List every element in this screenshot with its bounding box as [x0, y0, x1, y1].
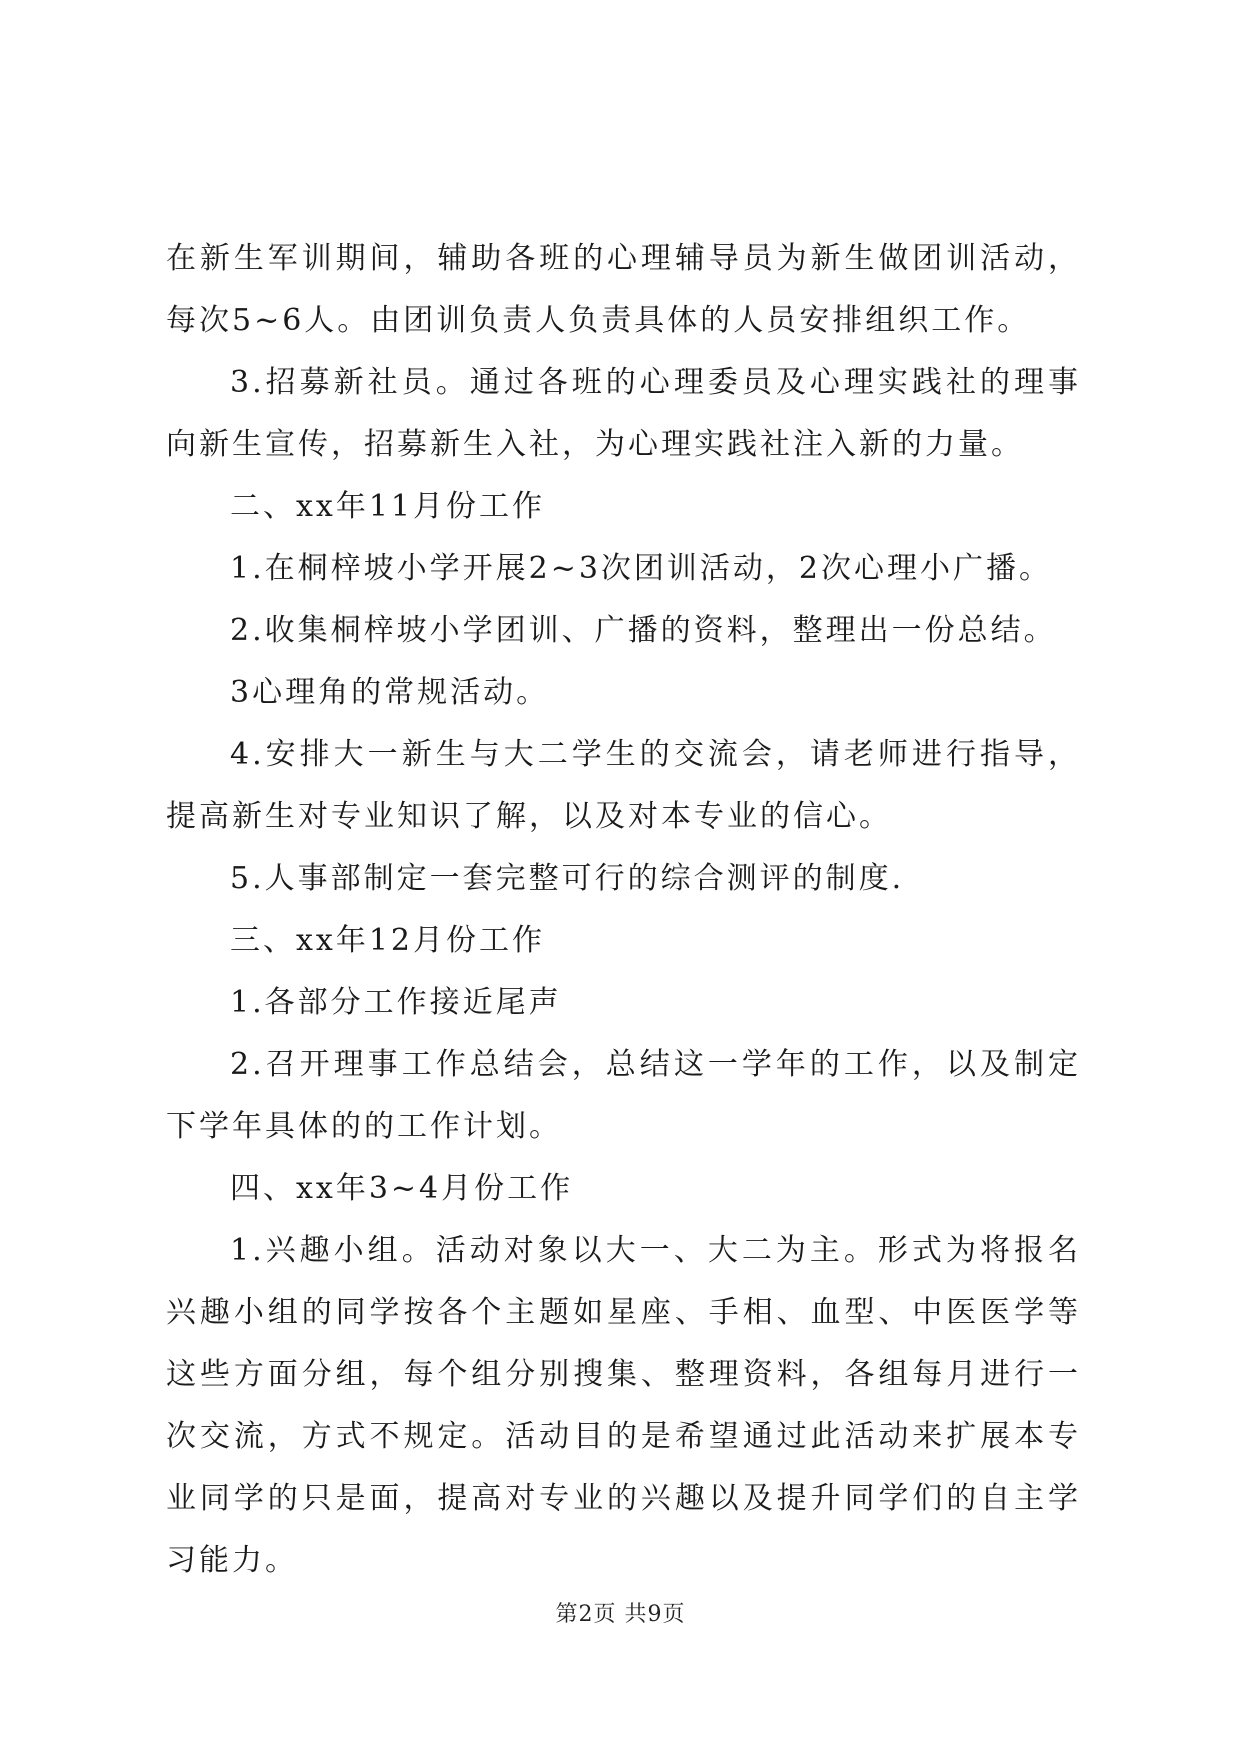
paragraph-5: 2.收集桐梓坡小学团训、广播的资料，整理出一份总结。	[230, 613, 1057, 648]
page-number-label: 第2页 共9页	[555, 1602, 686, 1627]
paragraph-8: 5.人事部制定一套完整可行的综合测评的制度.	[230, 861, 905, 896]
paragraph-2: 3.招募新社员。通过各班的心理委员及心理实践社的理事向新生宣传，招募新生入社，为心理实践社注入新的力量。	[166, 365, 1081, 462]
paragraph-1: 在新生军训期间，辅助各班的心理辅导员为新生做团训活动，每次5~6人。由团训负责人负责具体的人员安排组织工作。	[166, 241, 1081, 338]
paragraph-7: 4.安排大一新生与大二学生的交流会，请老师进行指导，提高新生对专业知识了解，以及对本专业的信心。	[166, 737, 1081, 834]
paragraph-6: 3心理角的常规活动。	[230, 675, 550, 710]
section-heading-november: 二、xx年11月份工作	[230, 489, 546, 524]
section-heading-march-april: 四、xx年3~4月份工作	[230, 1171, 574, 1206]
section-heading-december: 三、xx年12月份工作	[230, 923, 546, 958]
paragraph-4: 1.在桐梓坡小学开展2~3次团训活动，2次心理小广播。	[230, 551, 1053, 586]
paragraph-13: 1.兴趣小组。活动对象以大一、大二为主。形式为将报名兴趣小组的同学按各个主题如星座、手相、血型、中医医学等这些方面分组，每个组分别搜集、整理资料，各组每月进行一次交流，方式不规定。活动目的是希望通过此活动来扩展本专业同学的只是面，提高对专业的兴趣以及提升同学们的自主学习能力。	[166, 1233, 1081, 1578]
page-footer	[0, 1600, 1241, 1630]
document-body	[166, 228, 1081, 1592]
paragraph-11: 2.召开理事工作总结会，总结这一学年的工作，以及制定下学年具体的的工作计划。	[166, 1047, 1081, 1144]
paragraph-10: 1.各部分工作接近尾声	[230, 985, 562, 1020]
